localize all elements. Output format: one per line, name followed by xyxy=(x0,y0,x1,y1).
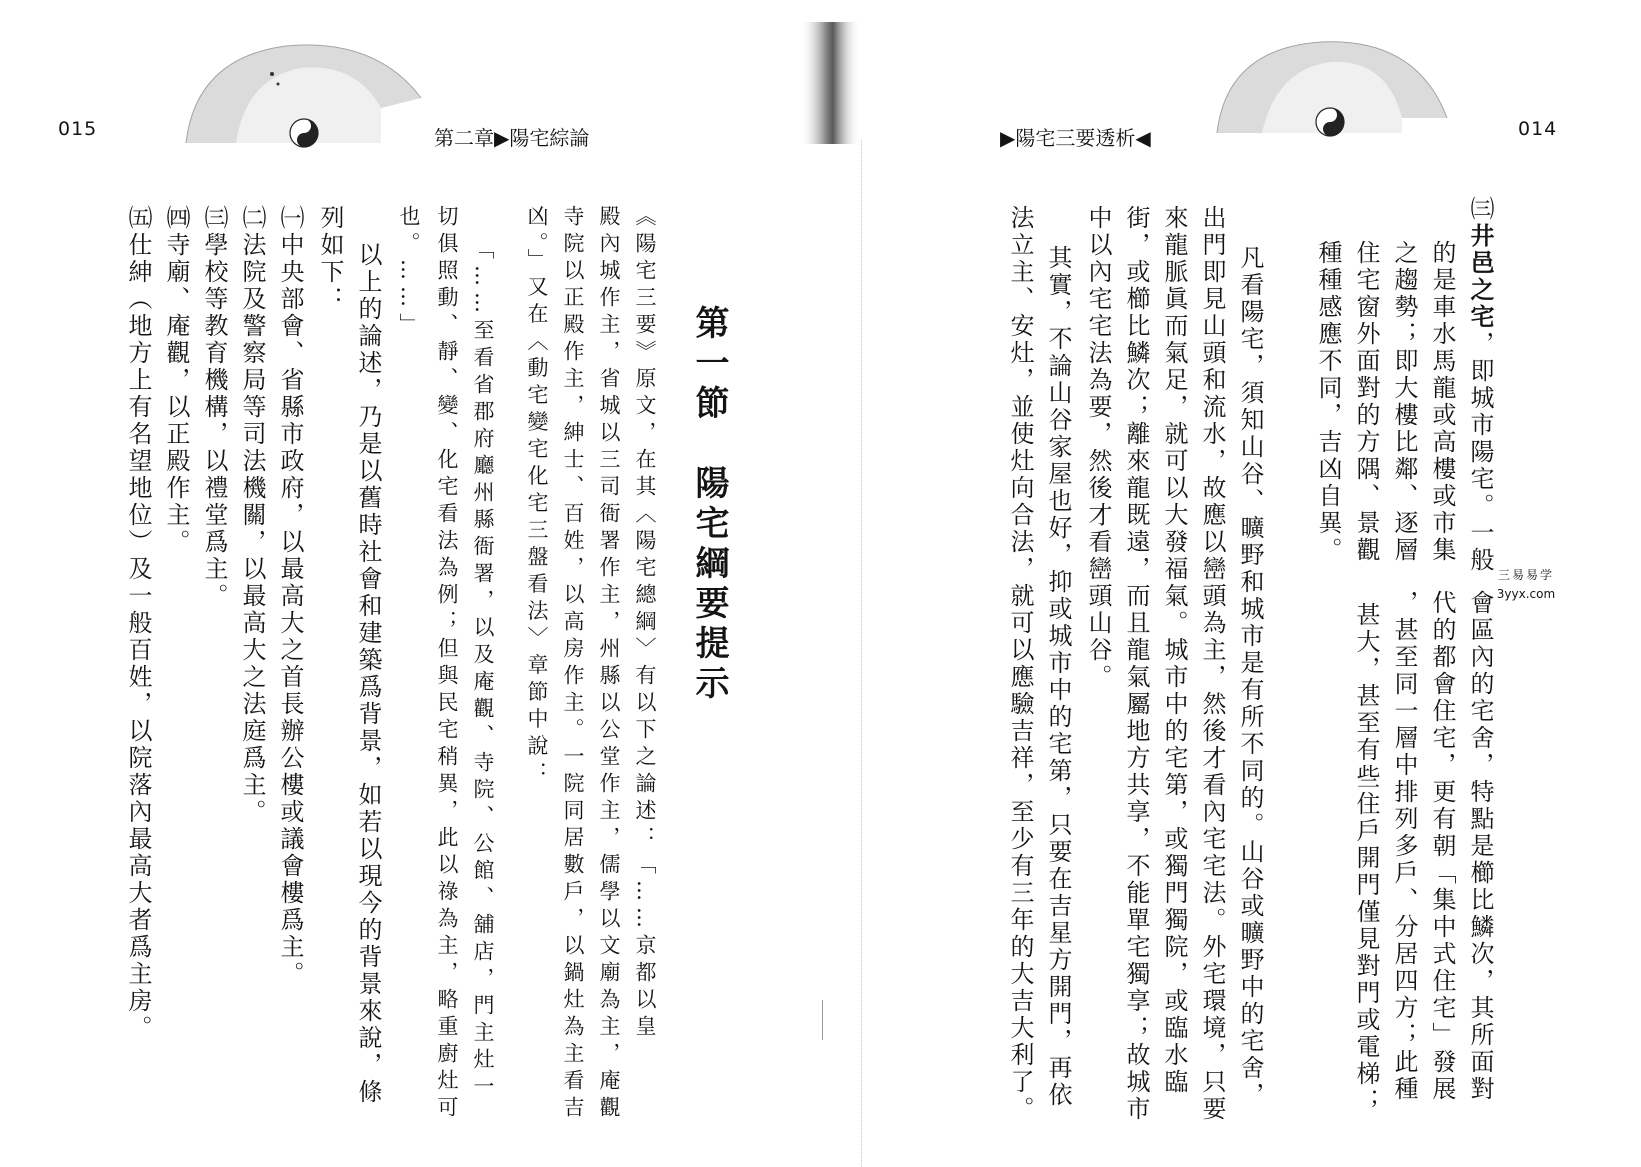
watermark-line-1: 三易易学 xyxy=(1497,568,1554,582)
quote-column: 也。……」 xyxy=(397,205,421,340)
text-column: 街，或櫛比鱗次；離來龍既遠，而且龍氣屬地方共享，不能單宅獨享；故城市 xyxy=(1122,205,1150,1123)
running-head-left: 第二章▶陽宅綜論 xyxy=(434,126,590,150)
watermark xyxy=(1486,566,1566,601)
list-item: ㈣寺廟、庵觀，以正殿作主。 xyxy=(162,205,190,556)
text-column: 《陽宅三要》原文，在其〈陽宅總綱〉有以下之論述：「……京都以皇 xyxy=(633,205,657,1042)
text-column: ，甚至同一層中排列多戶、分居四方；此種 xyxy=(1390,590,1418,1103)
text-column: 殿內城作主，省城以三司衙署作主，州縣以公堂作主，儒學以文廟為主，庵觀 xyxy=(597,205,621,1123)
text-column: 其實，不論山谷家屋也好，抑或城市中的宅第，只要在吉星方開門，再依 xyxy=(1044,245,1072,1109)
binding-shadow xyxy=(800,22,860,144)
running-head-right: ▶陽宅三要透析◀ xyxy=(1000,126,1151,150)
scan-mark xyxy=(822,1000,823,1040)
quote-column: 「……至看省郡府廳州縣衙署，以及庵觀、寺院、公館、舖店，門主灶一 xyxy=(471,238,495,1102)
yin-yang-ornament-icon xyxy=(1212,38,1452,138)
text-column: 凡看陽宅，須知山谷、曠野和城市是有所不同的。山谷或曠野中的宅舍， xyxy=(1236,245,1264,1109)
yin-yang-ornament-icon xyxy=(176,38,426,148)
text-column: 以上的論述，乃是以舊時社會和建築爲背景，如若以現今的背景來說，條 xyxy=(354,242,382,1106)
list-item: ㈠中央部會、省縣市政府，以最高大之首長辦公樓或議會樓爲主。 xyxy=(276,205,304,988)
item-term: 井邑之宅 xyxy=(1466,223,1494,331)
text-column: 凶。」又在〈動宅變宅化宅三盤看法〉章節中說： xyxy=(525,205,549,789)
watermark-line-2: 3yyx.com xyxy=(1496,587,1556,601)
item-text: ，即城市陽宅。一般 xyxy=(1466,331,1494,574)
text-column: 寺院以正殿作主，紳士、百姓，以高房作主。一院同居數戶，以鍋灶為主看吉 xyxy=(561,205,585,1123)
item-label: ㈢ xyxy=(1466,196,1494,223)
section-title: 第一節 陽宅綱要提示 xyxy=(689,305,729,705)
text-column: 甚大，甚至有些住戶開門僅見對門或電梯； xyxy=(1352,602,1380,1115)
text-column: 會區內的宅舍，特點是櫛比鱗次，其所面對 xyxy=(1466,590,1494,1103)
page-number-right: 014 xyxy=(1518,118,1558,140)
text-column: 的是車水馬龍或高樓或市集 xyxy=(1428,240,1456,564)
text-column: 中以內宅宅法為要，然後才看巒頭山谷。 xyxy=(1084,205,1112,691)
list-item: ㈢學校等教育機構，以禮堂爲主。 xyxy=(200,205,228,610)
text-column: 列如下： xyxy=(316,205,344,313)
text-column: 種種感應不同，吉凶自異。 xyxy=(1314,240,1342,564)
text-column: 法立主、安灶，並使灶向合法，就可以應驗吉祥，至少有三年的大吉大利了。 xyxy=(1006,205,1034,1123)
right-page xyxy=(860,0,1641,1167)
page-number-left: 015 xyxy=(58,118,98,140)
text-column: 住宅窗外面對的方隅、景觀 xyxy=(1352,240,1380,564)
list-item: ㈡法院及警察局等司法機關，以最高大之法庭爲主。 xyxy=(238,205,266,826)
list-item: ㈤仕紳（地方上有名望地位）及一般百姓，以院落內最高大者爲主房。 xyxy=(124,205,152,1042)
text-column: 之趨勢；即大樓比鄰、逐層 xyxy=(1390,240,1418,564)
text-column: 出門即見山頭和流水，故應以巒頭為主，然後才看內宅宅法。外宅環境，只要 xyxy=(1198,205,1226,1123)
item-heading-column xyxy=(1468,196,1492,574)
text-column: 來龍脈眞而氣足，就可以大發福氣。城市中的宅第，或獨門獨院，或臨水臨 xyxy=(1160,205,1188,1096)
text-column: 代的都會住宅，更有朝「集中式住宅」發展 xyxy=(1428,590,1456,1103)
quote-column: 切俱照動、靜、變、化宅看法為例；但與民宅稍異，此以祿為主，略重廚灶可 xyxy=(435,205,459,1123)
